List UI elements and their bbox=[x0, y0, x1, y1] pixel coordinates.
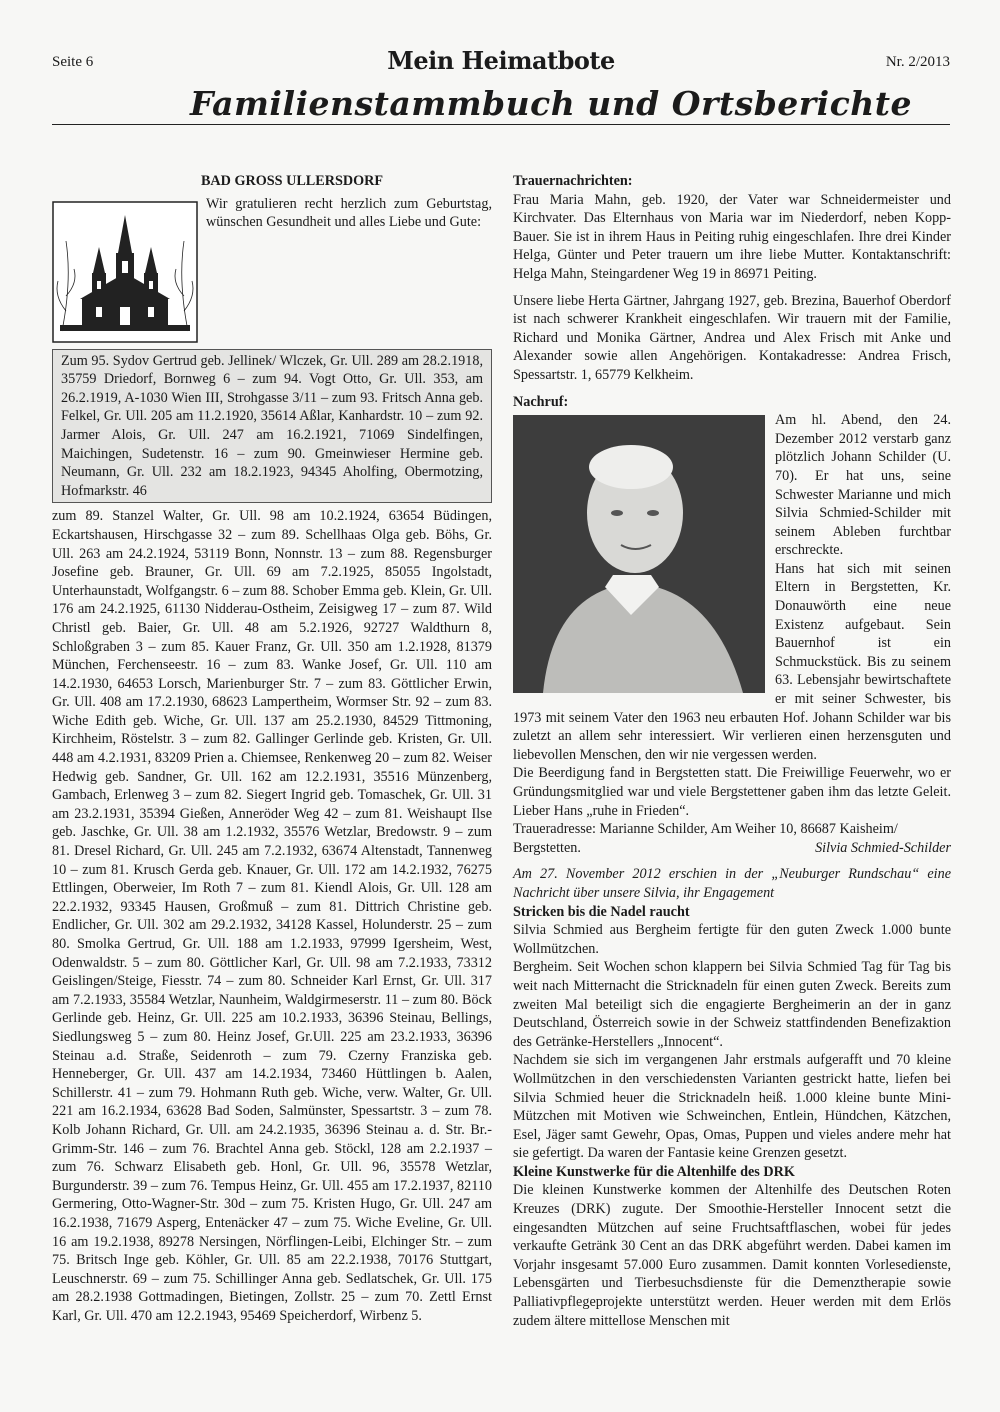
signature: Silvia Schmied-Schilder bbox=[815, 839, 951, 856]
section-heading: BAD GROSS ULLERSDORF bbox=[200, 173, 384, 189]
nachruf-text-2: Hans hat sich mit seinen Eltern in Bergstetten, Kr. Donauwörth eine neue Existenz aufgebaut. Sein Bauernhof ist ein Schmuckstück. Bis zu seinem 63. Lebensjahr bewirtschaftete er mit seiner Schwester, bis 1973 mit seinem Vater den 1963 neu erbauten Hof. Johann Schilder war bis zuletzt an allem sehr interessiert. Wir verlieren einen herzensguten und liebevollen Menschen, den wir nie vergessen werden. bbox=[513, 560, 951, 763]
article-text-3: Die kleinen Kunstwerke kommen der Altenhilfe des Deutschen Roten Kreuzes (DRK) zugute. Der Smoothie-Hersteller Innocent setzt die eingesandten Mützchen auf seine Fruchtsaftflaschen, wobei für jedes verkaufte Getränk 30 Cent an das DRK abgeführt werden. Dabei kamen im Vorjahr insgesamt 57.000 Euro zusammen. Damit konnten Vorlesedienste, Lebensgärten und Tierbesuchsdienste für die Demenztherapie sowie Palliativpflegeprojekte unterstützt werden. Heuer werden mit dem Erlös zudem ältere mittellose Menschen mit bbox=[513, 1182, 951, 1329]
article-lead: Silvia Schmied aus Bergheim fertigte für den guten Zweck 1.000 bunte Wollmützchen. bbox=[513, 922, 951, 957]
church-illustration bbox=[52, 201, 198, 343]
obituary-gaertner: Unsere liebe Herta Gärtner, Jahrgang 1927, geb. Brezina, Bauerhof Oberdorf ist nach schwerer Krankheit eingeschlafen. Wir trauern mit der Familie, Richard und Monika Gärtner, Andrea und Alex Frisch mit Anke und Alexander sowie allen Angehörigen. Kontakadresse: Andrea Frisch, Spessartstr. 1, 65779 Kelkheim. bbox=[513, 292, 951, 383]
page-number: Seite 6 bbox=[52, 54, 94, 70]
press-intro: Am 27. November 2012 erschien in der „Neuburger Rundschau“ eine Nachricht über unsere Silvia, ihr Engagement bbox=[513, 866, 951, 901]
nachruf-address: Traueradresse: Marianne Schilder, Am Weiher 10, 86687 Kaisheim/ bbox=[513, 821, 898, 838]
right-column bbox=[513, 172, 951, 1330]
left-column bbox=[52, 172, 492, 1325]
intro-text: Wir gratulieren recht herzlich zum Geburtstag, wünschen Gesundheit und alles Liebe und Gute: bbox=[206, 195, 492, 231]
page-header bbox=[52, 46, 950, 75]
nachruf-heading: Nachruf: bbox=[513, 393, 569, 410]
nachruf-text-1: Am hl. Abend, den 24. Dezember 2012 verstarb ganz plötzlich Johann Schilder (U. 70). Er hat uns, seine Schwester Marianne und mich Silvia Schmied-Schilder mit seinem Ableben furchtbar erschreckte. bbox=[775, 412, 951, 559]
obituary-mahn: Frau Maria Mahn, geb. 1920, der Vater war Schneidermeister und Kirchvater. Das Elternhaus von Maria war im Niederdorf, neben Kopp-Bauer. Sie ist in ihrem Haus in Peiting ruhig eingeschlafen. Ihre drei Kinder Helga, Günter und Peter trauern um ihre liebe Mutter. Kontaktanschrift: Helga Mahn, Steingardener Weg 19 in 86971 Peiting. bbox=[513, 191, 951, 282]
portrait-photo bbox=[513, 415, 765, 693]
birthday-highlight-text: Zum 95. Sydov Gertrud geb. Jellinek/ Wlczek, Gr. Ull. 289 am 28.2.1918, 35759 Driedorf, Bornweg 6 – zum 94. Vogt Otto, Gr. Ull. 353, am 26.2.1919, A-1030 Wien III, Strohgasse 3/11 – zum 93. Fritsch Anna geb. Felkel, Gr. Ull. 205 am 11.2.1920, 35614 Aßlar, Kanhardstr. 10 – zum 92. Jarmer Alois, Gr. Ull. 247 am 16.2.1921, 71069 Sindelfingen, Maichingen, Sudetenstr. 16 – zum 90. Gmeinwieser Hermine geb. Neumann, Gr. Ull. 232 am 18.2.1923, 94345 Aholfing, Obermotzing, Hofmarkstr. 46 bbox=[61, 352, 483, 499]
article-heading: Stricken bis die Nadel raucht bbox=[513, 903, 690, 920]
title-rule bbox=[52, 124, 950, 125]
masthead: Mein Heimatbote bbox=[387, 46, 615, 75]
nachruf-address-end: Bergstetten. bbox=[513, 839, 581, 856]
birthday-highlight-box bbox=[52, 349, 492, 504]
nachruf-text-3: Die Beerdigung fand in Bergstetten statt. Die Freiwillige Feuerwehr, wo er Gründungsmitglied war und viele Bergstettener gaben ihm das letzte Geleit. Lieber Hans „ruhe in Frieden“. bbox=[513, 765, 951, 819]
page-title: Familienstammbuch und Ortsberichte bbox=[190, 84, 913, 123]
article-text-2: Nachdem sie sich im vergangenen Jahr erstmals aufgerafft und 70 kleine Wollmützchen in den verschiedensten Varianten gestrickt hatte, liefen bei Silvia Schmied heuer die Stricknadeln heiß. 1.000 kleine bunte Mini-Mützchen mit Motiven wie Schweinchen, Entlein, Hündchen, Kätzchen, Esel, Jäger samt Gewehr, Opas, Omas, Puppen und vieles andere mehr hat sie gefertigt. Da waren der Fantasie keine Grenzen gesetzt. bbox=[513, 1052, 951, 1162]
birthday-list: zum 89. Stanzel Walter, Gr. Ull. 98 am 10.2.1924, 63654 Büdingen, Eckartshausen, Hirschgasse 32 – zum 89. Schellhaas Olga geb. Böhs, Gr. Ull. 263 am 24.2.1924, 53119 Bonn, Nonnstr. 13 – zum 88. Regensburger Josefine geb. Brauner, Gr. Ull. 69 am 7.2.1925, 85055 Ingolstadt, Unterhaunstadt, Wolfgangstr. 6 – zum 88. Schober Emma geb. Klein, Gr. Ull. 176 am 24.2.1925, 61130 Nidderau-Ostheim, Zeisigweg 17 – zum 87. Wild Christl geb. Baier, Gr. Ull. 48 am 5.2.1926, 92727 Waldthurn 8, Schloßgraben 3 – zum 85. Kauer Franz, Gr. Ull. 350 am 1.2.1928, 81379 München, Ferchenseestr. 16 – zum 83. Wanke Josef, Gr. Ull. 110 am 14.2.1930, 64653 Lorsch, Marienburger Str. 7 – zum 83. Göttlicher Erwin, Gr. Ull. 408 am 17.2.1930, 68623 Lampertheim, Wormser Str. 92 – zum 83. Wiche Edith geb. Wiche, Gr. Ull. 137 am 25.2.1930, 84529 Tittmoning, Kirchheim, Röstelstr. 3 – zum 82. Gallinger Gerlinde geb. Kristen, Gr. Ull. 448 am 4.2.1931, 83209 Prien a. Chiemsee, Renkenweg 20 – zum 82. Weiser Hedwig geb. Sandner, Gr. Ull. 162 am 12.2.1931, 35516 Münzenberg, Gambach, Erlenweg 3 – zum 82. Siegert Ingrid geb. Tomaschek, Gr. Ull. 31 am 23.2.1931, 35394 Gießen, Anneröder Weg 42 – zum 81. Weishaupt Ilse geb. Jaschke, Gr. Ull. 38 am 1.2.1932, 35576 Wetzlar, Bredowstr. 9 – zum 81. Dresel Richard, Gr. Ull. 245 am 7.2.1932, 63674 Altenstadt, Tannenweg 10 – zum 81. Krusch Gerda geb. Knauer, Gr. Ull. 172 am 14.2.1932, 76275 Ettlingen, Oberweier, Im Roth 7 – zum 81. Kiendl Alois, Gr. Ull. 128 am 22.2.1932, 93345 Hausen, Großmuß – zum 81. Dittrich Christine geb. Endlicher, Gr. Ull. 302 am 29.2.1932, 34128 Kassel, Holunderstr. 25 – zum 80. Smolka Gertrud, Gr. Ull. 188 am 1.2.1933, 97999 Igersheim, West, Odenwaldstr. 5 – zum 80. Göttlicher Karl, Gr. Ull. 98 am 7.2.1933, 73312 Geislingen/Steige, Fiesstr. 74 – zum 80. Schneider Karl Ernst, Gr. Ull. 317 am 7.2.1933, 35584 Wetzlar, Naunheim, Waldgirmeserstr. 11 – zum 80. Böck Gerlinde geb. Heinz, Gr. Ull. 225 am 10.2.1933, 36396 Steinau, Bellings, Siedlungsweg 5 – zum 80. Heinz Josef, Gr.Ull. 225 am 23.2.1933, 36396 Steinau a.d. Straße, Seidenroth – zum 79. Czerny Franziska geb. Henneberger, Gr. Ull. 437 am 14.2.1934, 73460 Hüttlingen b. Aalen, Schillerstr. 41 – zum 79. Hohmann Ruth geb. Wiche, verw. Walter, Gr. Ull. 221 am 16.2.1934, 63628 Bad Soden, Salmünster, Spessartstr. 3 – zum 78. Kolb Johann Richard, Gr. Ull. am 24.2.1935, 36396 Steinau a. d. Str. Br.-Grimm-Str. 146 – zum 76. Brachtel Anna geb. Stöckl, 128 am 2.2.1937 – zum 76. Schwarz Elisabeth geb. Honl, Gr. Ull. 96, 35578 Wetzlar, Burgunderstr. 39 – zum 76. Tempus Heinz, Gr. Ull. 455 am 17.2.1937, 82110 Germering, Otto-Wagner-Str. 30d – zum 75. Kristen Hugo, Gr. Ull. 247 am 16.2.1938, 71679 Asperg, Entenäcker 47 – zum 75. Wiche Eveline, Gr. Ull. 16 am 19.2.1938, 89278 Nersingen, Nörflingen-Leibi, Elchinger Str. – zum 75. Britsch Inge geb. Köhler, Gr. Ull. 85 am 22.2.1938, 70176 Stuttgart, Leuschnerstr. 69 – zum 75. Schillinger Anna geb. Sedlatschek, Gr. Ull. 175 am 28.2.1938 Gottmadingen, Bietingen, Zollstr. 25 – zum 70. Zettl Ernst Karl, Gr. Ull. 470 am 12.2.1943, 95469 Speicherdorf, Wirbenz 5. bbox=[52, 508, 492, 1324]
nachruf-signature-line bbox=[513, 839, 951, 858]
issue-number: Nr. 2/2013 bbox=[885, 54, 950, 70]
article-text-1: Bergheim. Seit Wochen schon klappern bei Silvia Schmied Tag für Tag bis weit nach Mitternacht die Stricknadeln für einen guten Zweck. Bereits zum zweiten Mal beteiligt sich die engagierte Bergheimerin an der in ganz Deutschland, Österreich sowie in der Schweiz stattfindenden Benefizaktion des Getränke-Herstellers „Innocent“. bbox=[513, 959, 951, 1050]
obituaries-heading: Trauernachrichten: bbox=[513, 173, 633, 189]
subheading-drk: Kleine Kunstwerke für die Altenhilfe des DRK bbox=[513, 1163, 795, 1180]
